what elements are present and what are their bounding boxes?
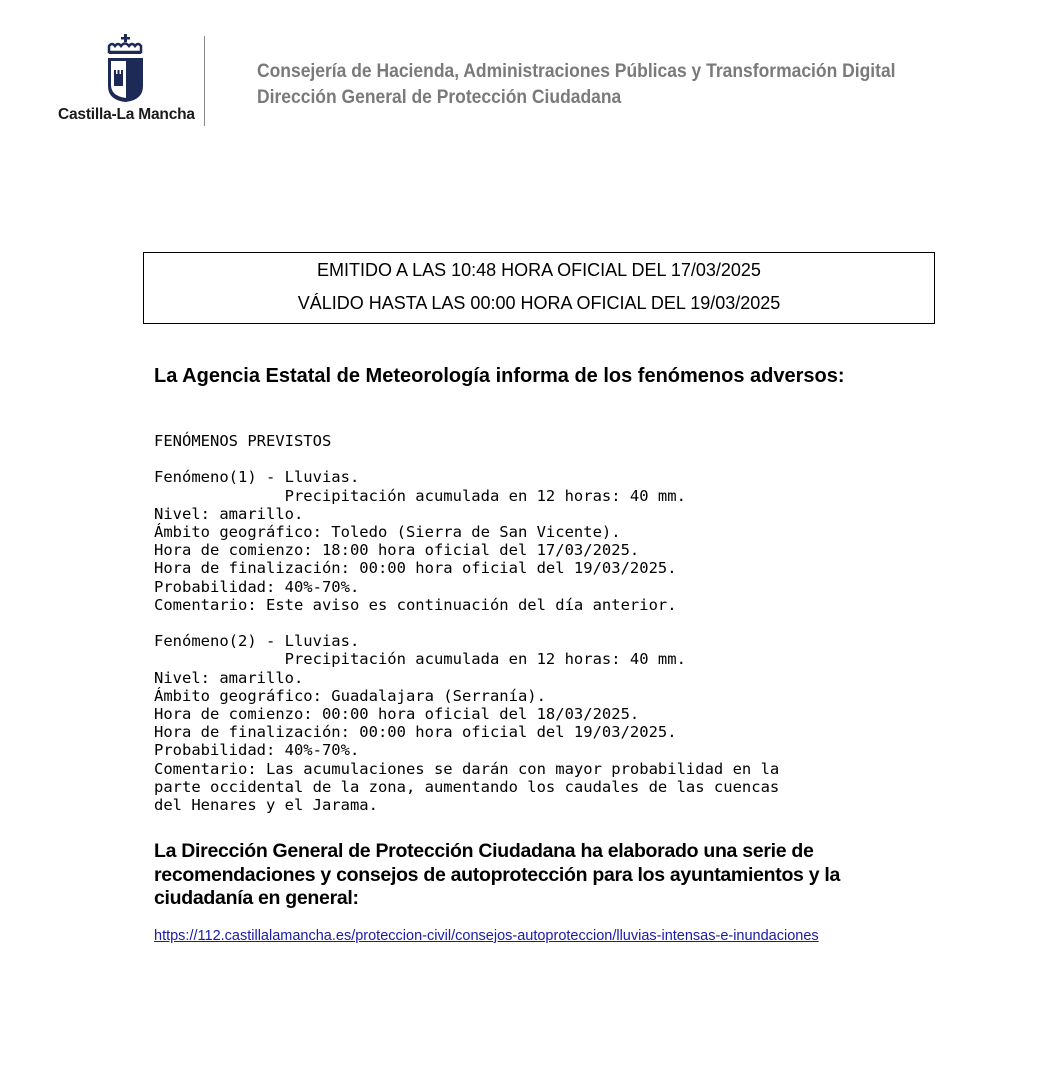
recommendations-link[interactable]: https://112.castillalamancha.es/proteccion-civil/consejos-autoproteccion/lluvias-intensas-e-inundaciones	[154, 928, 819, 944]
recommendations-heading: La Dirección General de Protección Ciudadana ha elaborado una serie de recomendaciones y consejos de autoprotección para los ayuntamientos y la ciudadanía en general:	[154, 840, 841, 909]
coat-of-arms-icon	[106, 34, 146, 106]
intro-heading: La Agencia Estatal de Meteorología informa de los fenómenos adversos:	[154, 365, 845, 387]
castilla-la-mancha-logo	[52, 34, 202, 129]
validity-box	[143, 252, 935, 324]
header-divider	[204, 36, 205, 126]
emitted-time: EMITIDO A LAS 10:48 HORA OFICIAL DEL 17/03/2025	[317, 260, 761, 280]
department-header	[257, 59, 896, 111]
forecast-text: FENÓMENOS PREVISTOS Fenómeno(1) - Lluvias. Precipitación acumulada en 12 horas: 40 mm. Nivel: amarillo. Ámbito geográfico: Toledo (Sierra de San Vicente). Hora de comienzo: 18:00 hora oficial del 17/03/2025. Hora de finalización: 00:00 hora oficial del 19/03/2025. Probabilidad: 40%-70%. Comentario: Este aviso es continuación del día anterior. Fenómeno(2) - Lluvias. Precipitación acumulada en 12 horas: 40 mm. Nivel: amarillo. Ámbito geográfico: Guadalajara (Serranía). Hora de comienzo: 00:00 hora oficial del 18/03/2025. Hora de finalización: 00:00 hora oficial del 19/03/2025. Probabilidad: 40%-70%. Comentario: Las acumulaciones se darán con mayor probabilidad en la parte occidental de la zona, aumentando los caudales de las cuencas del Henares y el Jarama.	[154, 432, 780, 815]
valid-until-time: VÁLIDO HASTA LAS 00:00 HORA OFICIAL DEL 19/03/2025	[297, 293, 781, 313]
department-line-1: Consejería de Hacienda, Administraciones Públicas y Transformación Digital	[257, 61, 896, 82]
logo-text: Castilla-La Mancha	[58, 106, 195, 123]
department-line-2: Dirección General de Protección Ciudadana	[257, 87, 622, 108]
